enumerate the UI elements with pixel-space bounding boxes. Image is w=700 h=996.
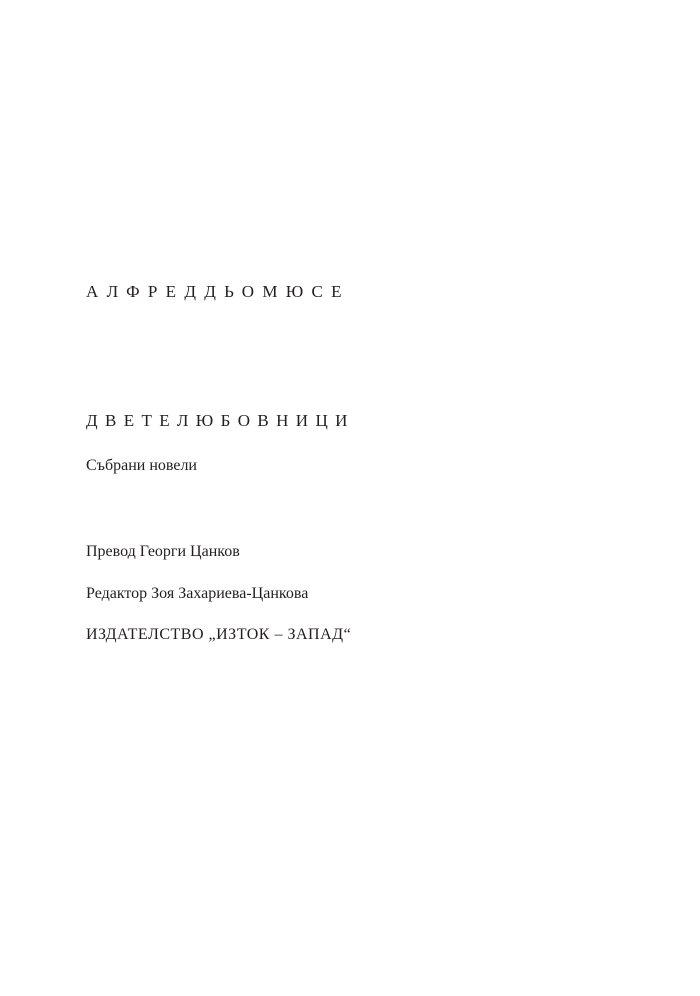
book-title: ДВЕТЕЛЮБОВНИЦИ (86, 411, 355, 430)
author-name: АЛФРЕДДЬОМЮСЕ (86, 282, 350, 301)
translator-credit: Превод Георги Цанков (86, 543, 240, 560)
publisher-name: ИЗДАТЕЛСТВО „ИЗТОК – ЗАПАД“ (86, 626, 352, 643)
editor-credit: Редактор Зоя Захариева-Цанкова (86, 585, 309, 602)
book-subtitle: Събрани новели (86, 457, 197, 474)
